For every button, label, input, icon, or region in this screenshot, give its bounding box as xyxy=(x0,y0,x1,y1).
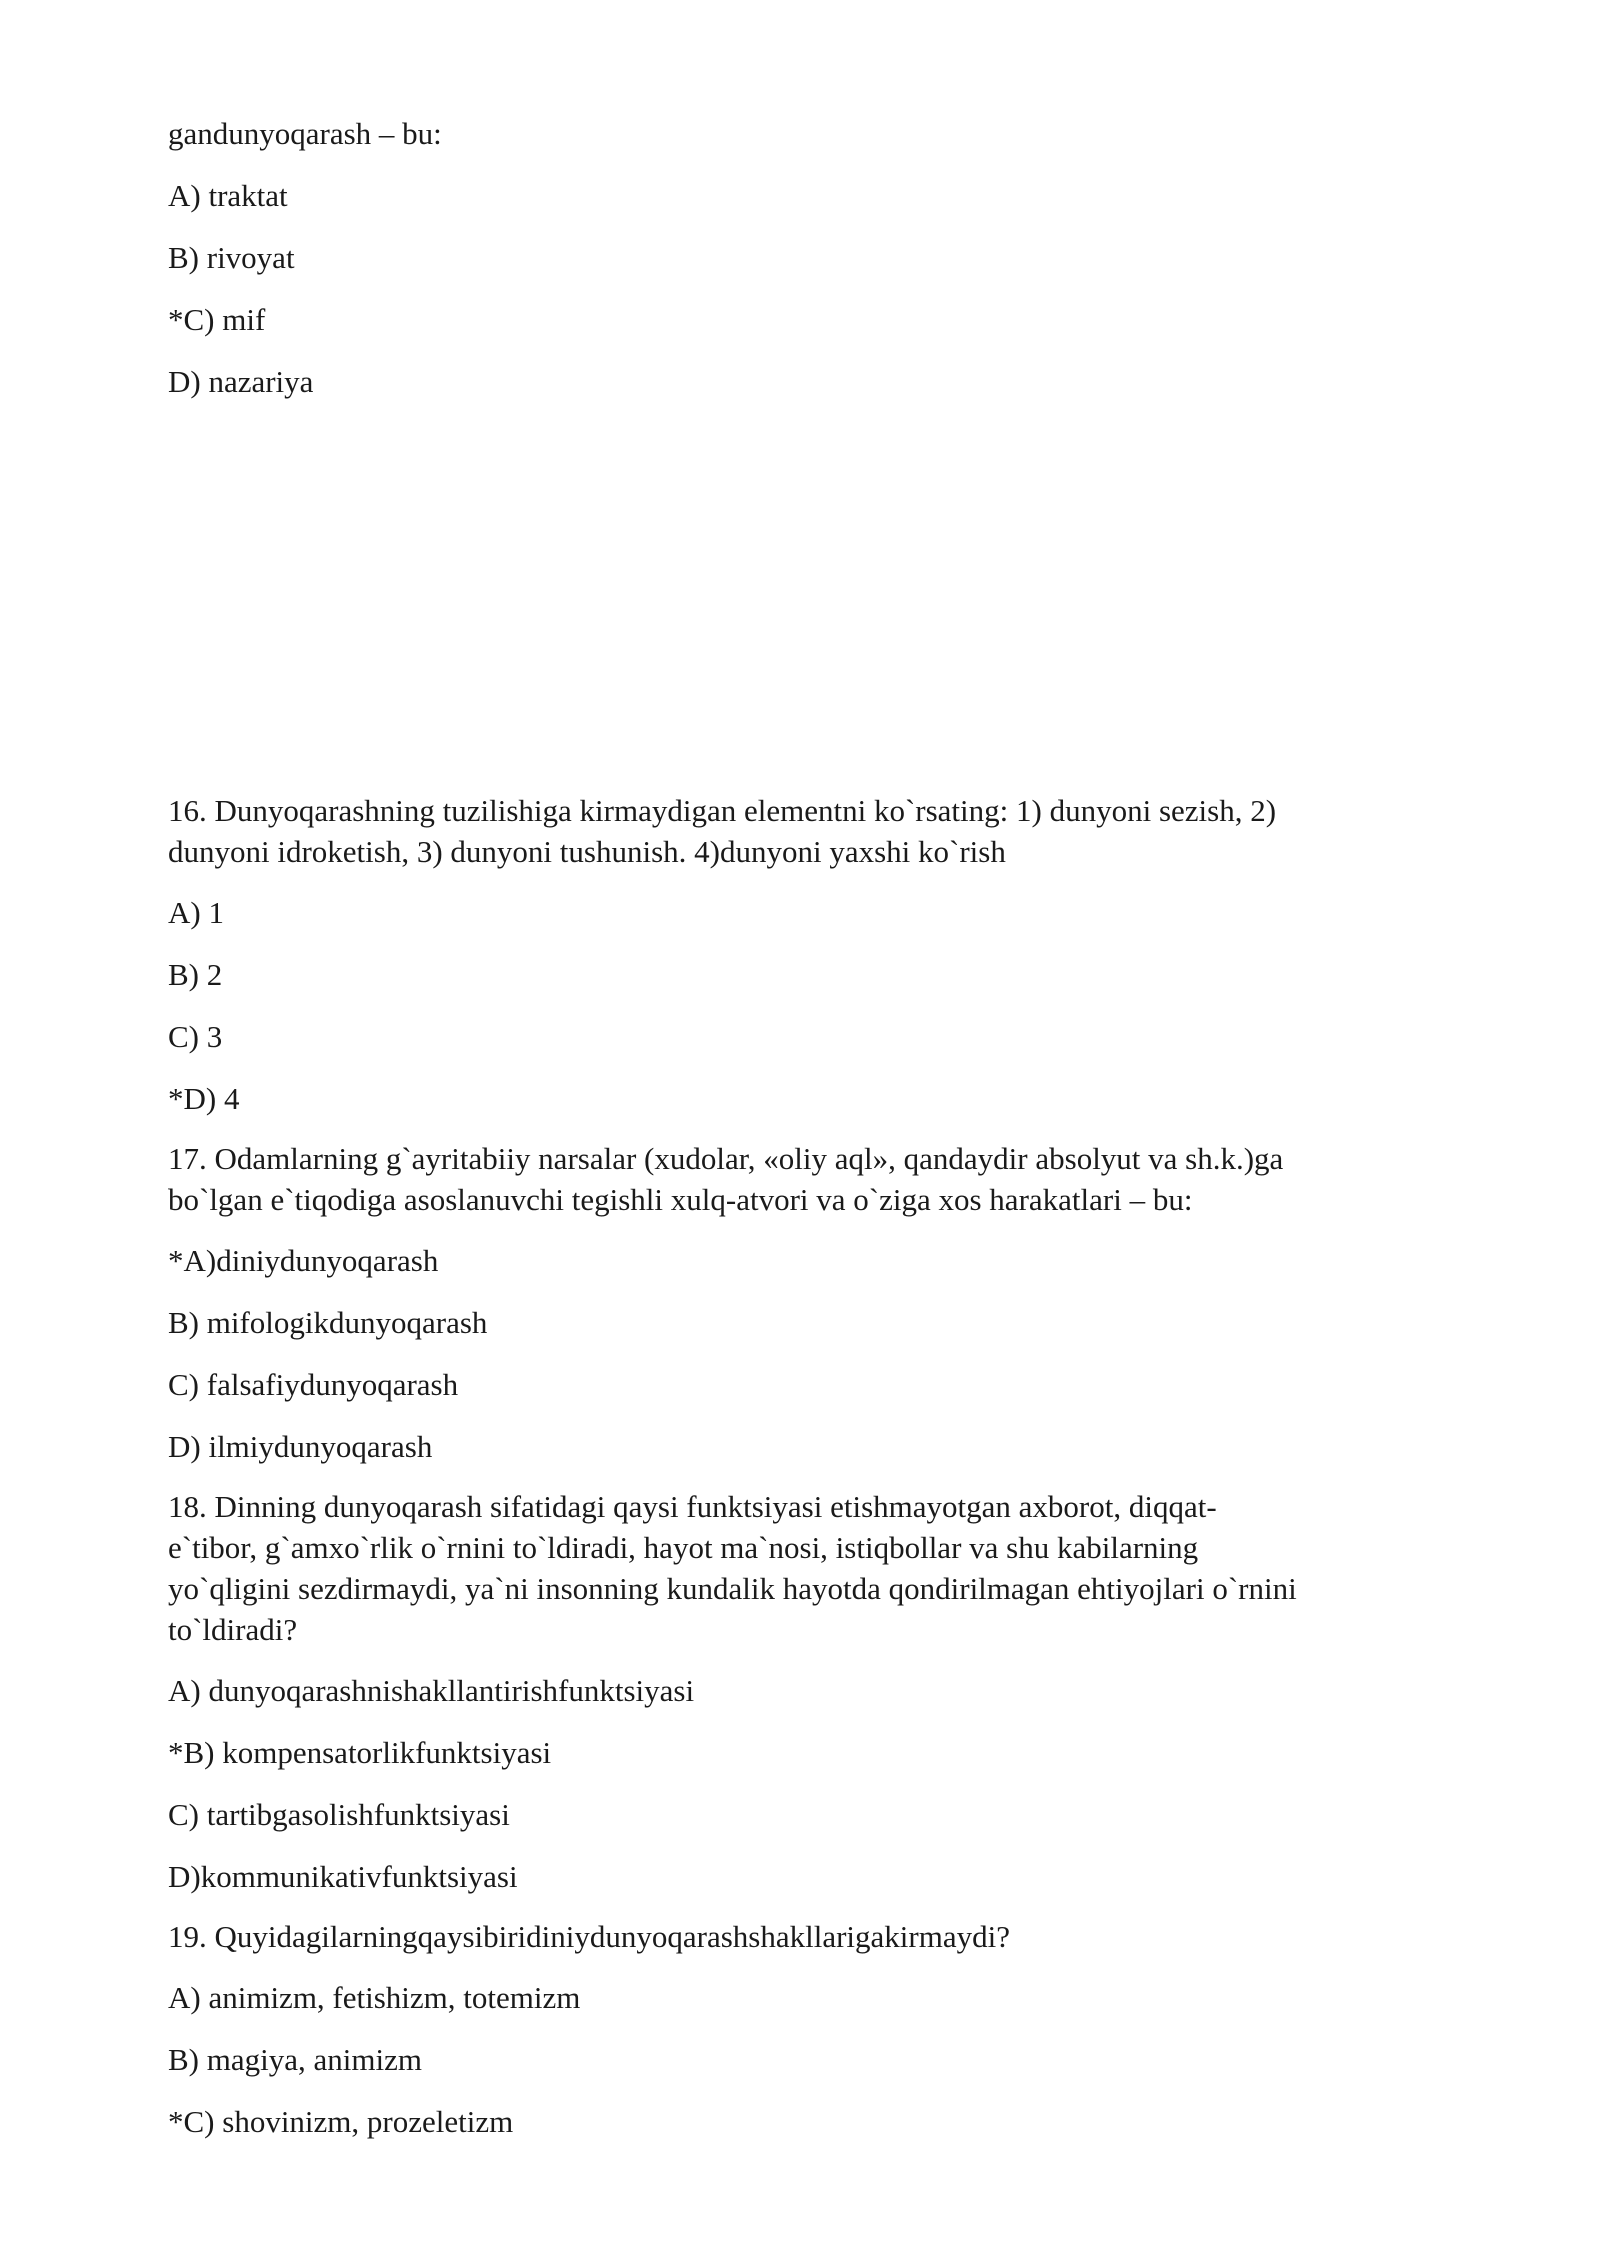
question-text xyxy=(168,1916,1368,1957)
question-15-text-tail: gandunyoqarash – bu: xyxy=(168,116,442,151)
option-c: *C) shovinizm, prozeletizm xyxy=(168,2104,514,2139)
question-16 xyxy=(168,790,1368,1140)
question-text-line: 16. Dunyoqarashning tuzilishiga kirmaydigan elementni ko`rsating: 1) dunyoni sezish, 2) xyxy=(168,793,1277,828)
option-a: A) 1 xyxy=(168,895,224,930)
option-b: *B) kompensatorlikfunktsiyasi xyxy=(168,1735,552,1770)
question-17 xyxy=(168,1138,1368,1488)
option-b: B) mifologikdunyoqarash xyxy=(168,1305,488,1340)
question-text-line: bo`lgan e`tiqodiga asoslanuvchi tegishli xulq-atvori va o`ziga xos harakatlari – bu: xyxy=(168,1182,1193,1217)
option-d: D) ilmiydunyoqarash xyxy=(168,1429,433,1464)
question-text-line: 17. Odamlarning g`ayritabiiy narsalar (xudolar, «oliy aql», qandaydir absolyut va sh.k.)ga xyxy=(168,1141,1284,1176)
question-text xyxy=(168,1486,1368,1650)
question-text-line: dunyoni idroketish, 3) dunyoni tushunish. 4)dunyoni yaxshi ko`rish xyxy=(168,834,1006,869)
option-b: B) rivoyat xyxy=(168,240,295,275)
option-c: C) 3 xyxy=(168,1019,223,1054)
option-d: *D) 4 xyxy=(168,1081,240,1116)
question-text xyxy=(168,1138,1368,1220)
question-19 xyxy=(168,1916,1368,2163)
option-a: *A)diniydunyoqarash xyxy=(168,1243,439,1278)
question-18 xyxy=(168,1486,1368,1918)
option-d: D) nazariya xyxy=(168,364,314,399)
question-text-line: 19. Quyidagilarningqaysibiridiniydunyoqarashshakllarigakirmaydi? xyxy=(168,1919,1010,1954)
question-text xyxy=(168,790,1368,872)
option-b: B) 2 xyxy=(168,957,223,992)
option-a: A) traktat xyxy=(168,178,288,213)
option-c: C) falsafiydunyoqarash xyxy=(168,1367,459,1402)
option-d: D)kommunikativfunktsiyasi xyxy=(168,1859,518,1894)
question-text-line: to`ldiradi? xyxy=(168,1612,298,1647)
option-b: B) magiya, animizm xyxy=(168,2042,422,2077)
option-c: *C) mif xyxy=(168,302,266,337)
question-15-fragment xyxy=(168,113,1368,423)
option-c: C) tartibgasolishfunktsiyasi xyxy=(168,1797,510,1832)
question-text-line: e`tibor, g`amxo`rlik o`rnini to`ldiradi, hayot ma`nosi, istiqbollar va shu kabilarning xyxy=(168,1530,1199,1565)
option-a: A) dunyoqarashnishakllantirishfunktsiyasi xyxy=(168,1673,695,1708)
option-a: A) animizm, fetishizm, totemizm xyxy=(168,1980,581,2015)
question-text-line: 18. Dinning dunyoqarash sifatidagi qaysi funktsiyasi etishmayotgan axborot, diqqat- xyxy=(168,1489,1217,1524)
question-text-line: yo`qligini sezdirmaydi, ya`ni insonning kundalik hayotda qondirilmagan ehtiyojlari o`rnini xyxy=(168,1571,1297,1606)
